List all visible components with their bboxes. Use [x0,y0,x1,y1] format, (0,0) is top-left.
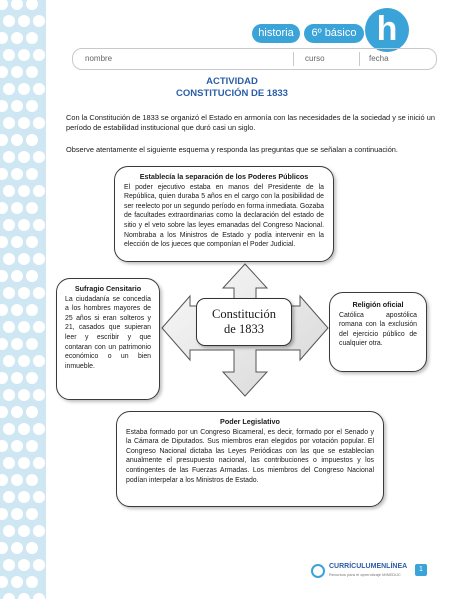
strip-dot [33,593,45,599]
strip-dot [3,185,15,197]
footer-brand [311,562,431,580]
intro-paragraph: Con la Constitución de 1833 se organizó el Estado en armonía con las necesidades de la sociedad y se inició un período de estabilidad institucional que duró casi un siglo. [66,113,435,132]
strip-dot [0,542,8,554]
center-concept-label: Constitución de 1833 [212,307,276,336]
strip-dot [0,100,8,112]
strip-dot [0,508,8,520]
strip-dot [11,236,23,248]
strip-dot [3,219,15,231]
strip-dot [33,559,45,571]
box-text: El poder ejecutivo estaba en manos del Presidente de la República, quien duraba 5 años en el cargo con la posibilidad de ser reelecto por un segundo período en forma inmediata. Gozaba de facultades extraordinarias como la declaración del estado de sitio y el veto sobre las leyes emanadas del Congreso Nacional. Nombraba a los Ministros de Estado y podía intervenir en la elección de los jueces que componían el Poder Judicial. [124,183,324,249]
strip-dot [26,338,38,350]
strip-dot [26,576,38,588]
strip-dot [0,236,8,248]
strip-dot [3,321,15,333]
strip-dot [0,474,8,486]
strip-dot [26,372,38,384]
strip-dot [3,559,15,571]
box-text: Católica apostólica romana con la exclusión del ejercicio público de cualquier otra. [339,311,417,348]
strip-dot [0,338,8,350]
strip-dot [18,151,30,163]
strip-dot [33,355,45,367]
box-title: Poder Legislativo [220,417,280,426]
strip-dot [26,134,38,146]
strip-dot [3,253,15,265]
strip-dot [33,321,45,333]
strip-dot [0,202,8,214]
strip-dot [18,185,30,197]
strip-dot [0,440,8,452]
date-label: fecha [369,54,389,63]
strip-dot [3,389,15,401]
strip-dot [33,525,45,537]
strip-dot [18,423,30,435]
strip-dot [26,508,38,520]
strip-dot [3,457,15,469]
strip-dot [26,270,38,282]
page-number: 1 [415,564,427,576]
strip-dot [26,440,38,452]
census-suffrage-box [56,278,160,400]
strip-dot [3,491,15,503]
strip-dot [18,457,30,469]
divider [293,52,294,66]
strip-dot [33,491,45,503]
strip-dot [33,117,45,129]
subject-tag: historia [252,24,300,43]
strip-dot [0,32,8,44]
strip-dot [3,593,15,599]
strip-dot [18,321,30,333]
strip-dot [0,0,8,10]
legislative-power-box [116,411,384,507]
strip-dot [26,0,38,10]
box-title: Religión oficial [352,300,404,309]
strip-dot [11,508,23,520]
student-info-line [72,48,437,70]
footer-brand-name: CURRÍCULUMENLÍNEA [329,563,408,570]
strip-dot [26,406,38,418]
strip-dot [33,457,45,469]
strip-dot [18,49,30,61]
grade-tag: 6º básico [304,24,364,43]
strip-dot [11,134,23,146]
divider [359,52,360,66]
strip-dot [11,474,23,486]
strip-dot [3,525,15,537]
strip-dot [26,474,38,486]
strip-dot [26,32,38,44]
strip-dot [33,49,45,61]
strip-dot [18,593,30,599]
strip-dot [3,355,15,367]
strip-dot [3,49,15,61]
strip-dot [11,202,23,214]
strip-dot [33,253,45,265]
strip-dot [33,15,45,27]
strip-dot [33,219,45,231]
name-label: nombre [85,54,113,63]
box-title: Sufragio Censitario [74,284,142,293]
strip-dot [18,491,30,503]
strip-dot [0,270,8,282]
strip-dot [26,168,38,180]
strip-dot [3,287,15,299]
strip-dot [11,542,23,554]
brand-logo-icon: h [365,8,409,52]
strip-dot [26,202,38,214]
strip-dot [0,372,8,384]
strip-dot [26,304,38,316]
strip-dot [11,270,23,282]
instruction-paragraph: Observe atentamente el siguiente esquema y responda las preguntas que se señalan a continuación. [66,145,398,154]
strip-dot [3,117,15,129]
strip-dot [26,542,38,554]
strip-dot [18,219,30,231]
strip-dot [33,423,45,435]
strip-dot [18,287,30,299]
strip-dot [11,406,23,418]
brand-circle-icon [311,564,325,578]
strip-dot [3,15,15,27]
separation-of-powers-box [114,166,334,262]
strip-dot [3,423,15,435]
strip-dot [18,559,30,571]
strip-dot [0,406,8,418]
footer-tagline: Recursos para el aprendizaje MINEDUC [329,572,401,577]
strip-dot [0,168,8,180]
official-religion-box [329,292,427,372]
strip-dot [0,576,8,588]
activity-title: ACTIVIDAD [206,76,258,87]
strip-dot [18,355,30,367]
strip-dot [11,576,23,588]
strip-dot [11,440,23,452]
strip-dot [33,151,45,163]
center-concept-box [196,298,292,346]
strip-dot [0,134,8,146]
strip-dot [0,304,8,316]
strip-dot [11,338,23,350]
strip-dot [11,32,23,44]
strip-dot [18,117,30,129]
strip-dot [3,151,15,163]
strip-dot [33,389,45,401]
strip-dot [26,236,38,248]
page-title: CONSTITUCIÓN DE 1833 [176,88,288,99]
strip-dot [26,100,38,112]
strip-dot [11,304,23,316]
strip-dot [33,185,45,197]
box-text: La ciudadanía se concedía a los hombres mayores de 25 años si eran solteros y 21, casados que supieran leer y escribir y que contaran con un patrimonio económico o un bien inmueble. [65,295,151,370]
box-title: Establecía la separación de los Poderes Públicos [139,172,309,181]
strip-dot [18,525,30,537]
strip-dot [18,389,30,401]
strip-dot [11,100,23,112]
strip-dot [18,15,30,27]
strip-dot [11,372,23,384]
strip-dot [33,287,45,299]
box-text: Estaba formado por un Congreso Bicameral, es decir, formado por el Senado y la Cámara de Diputados. Sus miembros eran elegidos por votación popular. El Congreso Nacional dictaba las Leyes Periódicas con las que se establecían anualmente el presupuesto nacional, las contribuciones o impuestos y los contingentes de las Fuerzas Armadas. Los miembros del Congreso Nacional podían interpelar a los Ministros de Estado. [126,428,374,484]
strip-dot [11,0,23,10]
strip-dot [18,253,30,265]
strip-dot [11,168,23,180]
course-label: curso [305,54,325,63]
